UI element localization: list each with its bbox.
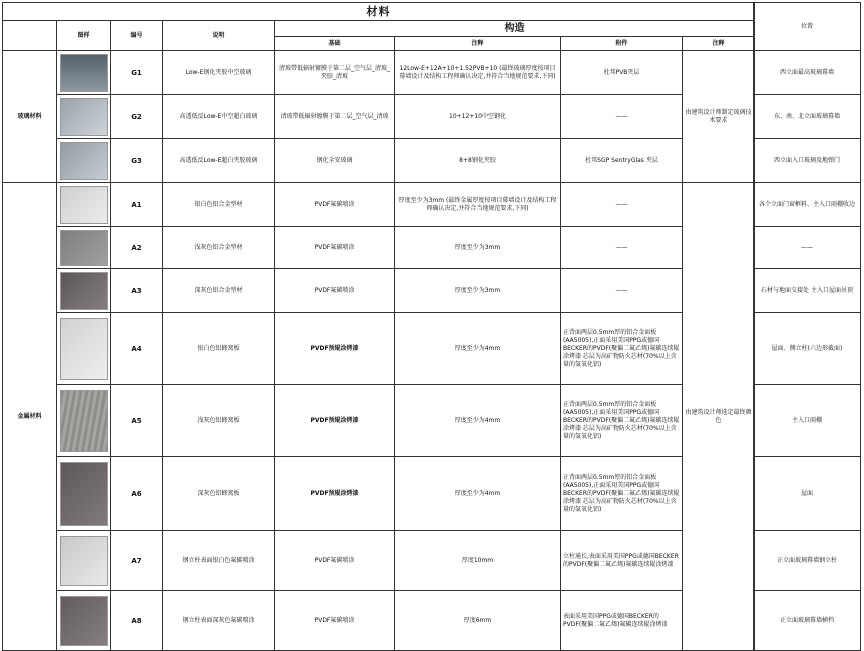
header-fittings: 附件 xyxy=(561,37,683,51)
desc: 高透低反Low-E中空超白玻璃 xyxy=(163,95,275,139)
header-remarks: 注释 xyxy=(683,37,755,51)
swatch-a4 xyxy=(60,318,108,380)
position: 东、南、北立面玻璃幕墙 xyxy=(754,95,861,139)
notes: 厚度至少为3mm xyxy=(395,269,561,313)
fittings: —— xyxy=(561,227,683,269)
header-code: 编号 xyxy=(111,21,163,51)
metal-remark: 由建筑设计师选定最终颜色 xyxy=(683,183,755,651)
swatch-a3 xyxy=(60,272,108,310)
desc: 深灰色铝合金型材 xyxy=(163,269,275,313)
position: 屋面、侧立柱(六边形截面) xyxy=(754,313,861,385)
table-row xyxy=(3,269,755,313)
code: A1 xyxy=(111,183,163,227)
desc: 钢立柱表面银白色氟碳喷涂 xyxy=(163,531,275,591)
swatch-a2 xyxy=(60,230,108,266)
fittings: 表面采用美国PPG或德国BECKER的PVDF(聚偏二氟乙烯)氟碳连续辊涂烤漆 xyxy=(561,591,683,651)
category-glass: 玻璃材料 xyxy=(3,51,57,183)
fittings: 正背面两层0.5mm厚的铝合金面板(AA5005),正面采用美国PPG或德国BECKER的PVDF(聚偏二氟乙烯)氟碳连续辊涂烤漆 芯层为高矿物防火芯材(70%以上含量的氢氧化铝) xyxy=(561,385,683,457)
header-sample: 图样 xyxy=(57,21,111,51)
base: 清玻带低辐射镀膜于第二层_空气层_清玻 xyxy=(275,95,395,139)
fittings: 杜邦PVB夹层 xyxy=(561,51,683,95)
position: 各个立面门窗框料、主入口雨棚收边 xyxy=(754,183,861,227)
table-row xyxy=(3,531,755,591)
fittings: —— xyxy=(561,183,683,227)
swatch-g3 xyxy=(60,142,108,180)
notes: 厚度至少为4mm xyxy=(395,385,561,457)
base: PVDF氟碳喷涂 xyxy=(275,531,395,591)
header-desc: 说明 xyxy=(163,21,275,51)
base: PVDF预辊涂烤漆 xyxy=(275,313,395,385)
position: 屋面 xyxy=(754,457,861,531)
base: 清玻带低辐射镀膜于第二层_空气层_清玻_夹胶_清玻 xyxy=(275,51,395,95)
notes: 厚度10mm xyxy=(395,531,561,591)
desc: Low-E钢化夹胶中空玻璃 xyxy=(163,51,275,95)
position: 西立面入口玻璃及地弹门 xyxy=(754,139,861,183)
material-spec-table xyxy=(2,2,755,651)
desc: 深灰色铝蜂窝板 xyxy=(163,457,275,531)
desc: 浅灰色铝蜂窝板 xyxy=(163,385,275,457)
code: G2 xyxy=(111,95,163,139)
notes: 厚度至少为3mm (最终金属厚度按项目幕墙设计及结构工程师确认决定,并符合当地规范要求,下同) xyxy=(395,183,561,227)
swatch-g2 xyxy=(60,98,108,136)
fittings: 杜邦SGP SentryGlas 夹层 xyxy=(561,139,683,183)
header-notes: 注释 xyxy=(395,37,561,51)
notes: 厚度至少为3mm xyxy=(395,227,561,269)
table-row xyxy=(3,385,755,457)
base: PVDF氟碳喷涂 xyxy=(275,227,395,269)
fittings: 立柱通长,表面采用美国PPG或德国BECKER的PVDF(聚偏二氟乙烯)氟碳连续辊涂烤漆 xyxy=(561,531,683,591)
fittings: 正背面两层0.5mm厚的铝合金面板(AA5005),正面采用美国PPG或德国BECKER的PVDF(聚偏二氟乙烯)氟碳连续辊涂烤漆 芯层为高矿物防火芯材(70%以上含量的氢氧化铝) xyxy=(561,457,683,531)
table-title: 材料 xyxy=(3,3,755,21)
notes: 厚度至少为4mm xyxy=(395,457,561,531)
notes: 10+12+10中空钢化 xyxy=(395,95,561,139)
position: 主入口雨棚 xyxy=(754,385,861,457)
notes: 12Low-E+12A+10+1.52PVB+10 (最终玻璃厚度按项目幕墙设计及结构工程师确认决定,并符合当地规范要求,下同) xyxy=(395,51,561,95)
desc: 高透低反Low-E超白夹胶玻璃 xyxy=(163,139,275,183)
position: 正立面玻璃幕墙钢立柱 xyxy=(754,531,861,591)
base: PVDF氟碳喷涂 xyxy=(275,591,395,651)
code: G3 xyxy=(111,139,163,183)
code: A3 xyxy=(111,269,163,313)
notes: 8+8钢化夹胶 xyxy=(395,139,561,183)
header-position: 位置 xyxy=(754,3,861,51)
glass-remark: 由建筑设计师制定玻璃技术要求 xyxy=(683,51,755,183)
swatch-a7 xyxy=(60,536,108,586)
swatch-g1 xyxy=(60,54,108,92)
table-row xyxy=(3,95,755,139)
swatch-a8 xyxy=(60,596,108,646)
table-row xyxy=(3,591,755,651)
base: PVDF预辊涂烤漆 xyxy=(275,457,395,531)
category-metal: 金属材料 xyxy=(3,183,57,651)
table-row xyxy=(3,227,755,269)
table-row xyxy=(3,139,755,183)
base: PVDF预辊涂烤漆 xyxy=(275,385,395,457)
header-base: 基础 xyxy=(275,37,395,51)
fittings: —— xyxy=(561,269,683,313)
code: A6 xyxy=(111,457,163,531)
fittings: —— xyxy=(561,95,683,139)
desc: 浅灰色铝合金型材 xyxy=(163,227,275,269)
base: PVDF氟碳喷涂 xyxy=(275,183,395,227)
desc: 银白色铝蜂窝板 xyxy=(163,313,275,385)
notes: 厚度6mm xyxy=(395,591,561,651)
table-row xyxy=(3,457,755,531)
code: A4 xyxy=(111,313,163,385)
position: 西立面最高玻璃幕墙 xyxy=(754,51,861,95)
fittings: 正背面两层0.5mm厚的铝合金面板(AA5005),正面采用美国PPG或德国BECKER的PVDF(聚偏二氟乙烯)氟碳连续辊涂烤漆 芯层为高矿物防火芯材(70%以上含量的氢氧化铝) xyxy=(561,313,683,385)
position: —— xyxy=(754,227,861,269)
header-construction: 构造 xyxy=(275,21,755,37)
swatch-a1 xyxy=(60,186,108,224)
code: A7 xyxy=(111,531,163,591)
desc: 钢立柱表面深灰色氟碳喷涂 xyxy=(163,591,275,651)
base: 钢化全安玻璃 xyxy=(275,139,395,183)
base: PVDF氟碳喷涂 xyxy=(275,269,395,313)
position-column xyxy=(753,2,861,651)
code: A5 xyxy=(111,385,163,457)
desc: 银白色铝合金型材 xyxy=(163,183,275,227)
code: A2 xyxy=(111,227,163,269)
swatch-a5 xyxy=(60,390,108,452)
position: 正立面玻璃幕墙横档 xyxy=(754,591,861,651)
table-row xyxy=(3,313,755,385)
position: 石材与地面交接处 主入口屋面吊顶 xyxy=(754,269,861,313)
table-row xyxy=(3,51,755,95)
code: G1 xyxy=(111,51,163,95)
code: A8 xyxy=(111,591,163,651)
table-row xyxy=(3,183,755,227)
swatch-a6 xyxy=(60,462,108,526)
notes: 厚度至少为4mm xyxy=(395,313,561,385)
